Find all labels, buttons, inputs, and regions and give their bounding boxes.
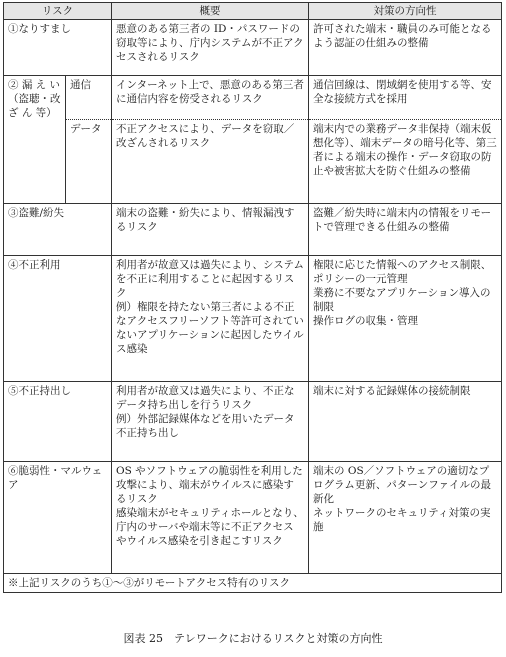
table-header-row [4,3,502,20]
overview-cell: インターネット上で、悪意のある第三者に通信内容を傍受されるリスク [112,76,309,120]
overview-cell: 利用者が故意又は過失により、システムを不正に利用することに起因するリスク 例）権限を持たない第三者による不正なアクセスフリーソフト等許可されていないアプリケーションに起因したウイルス感染 [112,256,309,382]
sub-risk-cell: データ [66,120,112,204]
risk-cell: ⑤不正持出し [4,382,112,462]
risk-cell: ② 漏 え い（盗聴・改 ざ ん 等） [4,76,66,204]
footnote-row [4,574,502,593]
measure-cell: 端末に対する記録媒体の接続制限 [309,382,502,462]
measure-cell: 通信回線は、閉域網を使用する等、安全な接続方式を採用 [309,76,502,120]
table-row [4,120,502,204]
overview-cell: 端末の盗難・紛失により、情報漏洩するリスク [112,204,309,256]
table-row [4,76,502,120]
risk-table [3,2,502,593]
overview-cell: OS やソフトウェアの脆弱性を利用した攻撃により、端末がウイルスに感染するリスク 感染端末がセキュリティホールとなり、庁内のサーバや端末等に不正アクセスやウイルス感染を引き起こすリスク [112,462,309,574]
header-overview: 概要 [112,3,309,20]
table-footnote: ※上記リスクのうち①～③がリモートアクセス特有のリスク [4,574,502,593]
risk-cell: ⑥脆弱性・マルウェア [4,462,112,574]
table-row [4,256,502,382]
risk-cell: ④不正利用 [4,256,112,382]
sub-risk-cell: 通信 [66,76,112,120]
table-row [4,462,502,574]
header-measure: 対策の方向性 [309,3,502,20]
header-risk: リスク [4,3,112,20]
table-row [4,204,502,256]
figure-caption: 図表 25 テレワークにおけるリスクと対策の方向性 [123,632,383,645]
table-row [4,20,502,76]
overview-cell: 不正アクセスにより、データを窃取／改ざんされるリスク [112,120,309,204]
measure-cell: 権限に応じた情報へのアクセス制限、ポリシーの一元管理 業務に不要なアプリケーション導入の制限 操作ログの収集・管理 [309,256,502,382]
risk-cell: ①なりすまし [4,20,112,76]
measure-cell: 許可された端末・職員のみ可能となるよう認証の仕組みの整備 [309,20,502,76]
measure-cell: 盗難／紛失時に端末内の情報をリモートで管理できる仕組みの整備 [309,204,502,256]
table-row [4,382,502,462]
overview-cell: 利用者が故意又は過失により、不正なデータ持ち出しを行うリスク 例）外部記録媒体などを用いたデータ不正持ち出し [112,382,309,462]
overview-cell: 悪意のある第三者の ID・パスワードの窃取等により、庁内システムが不正アクセスされるリスク [112,20,309,76]
risk-cell: ③盗難/紛失 [4,204,112,256]
measure-cell: 端末の OS／ソフトウェアの適切なプログラム更新、パターンファイルの最新化 ネットワークのセキュリティ対策の実施 [309,462,502,574]
measure-cell: 端末内での業務データ非保持（端末仮想化等）、端末データの暗号化等、第三者による端末の操作・データ窃取の防止や被害拡大を防ぐ仕組みの整備 [309,120,502,204]
